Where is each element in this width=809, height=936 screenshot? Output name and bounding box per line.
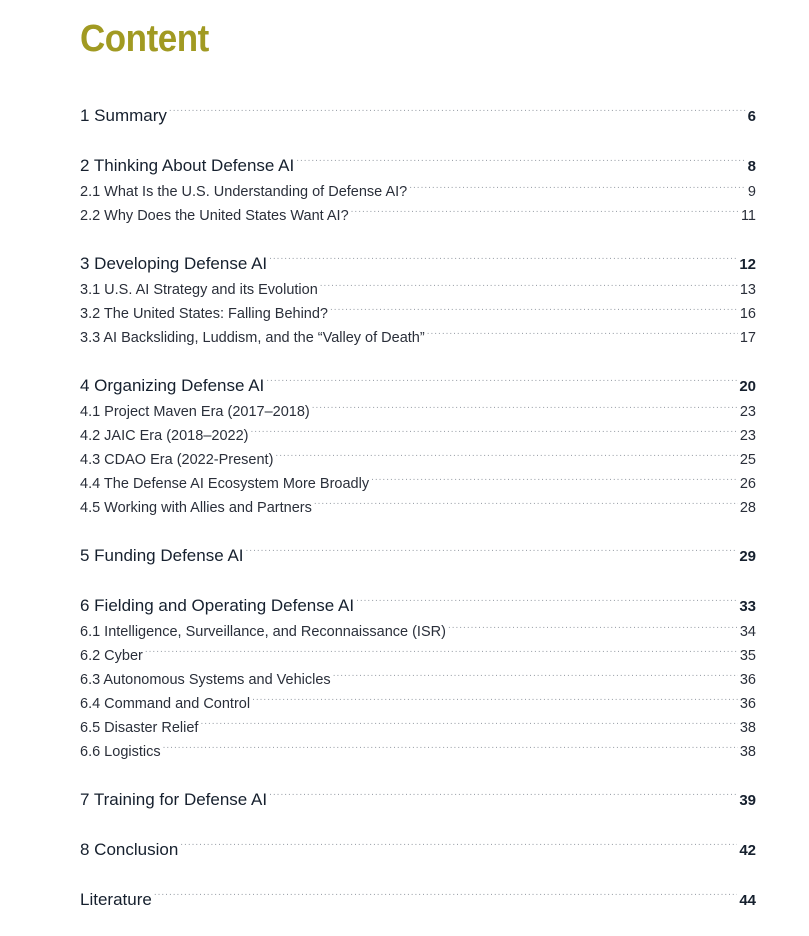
toc-entry-label: 7 Training for Defense AI (80, 790, 268, 809)
toc-section (80, 886, 756, 914)
toc-entry-label: 4.2 JAIC Era (2018–2022) (80, 428, 249, 444)
toc-section (80, 592, 756, 764)
toc-entry-label: 8 Conclusion (80, 840, 179, 859)
toc-entry-label: 3.2 The United States: Falling Behind? (80, 306, 329, 322)
toc-chapter-entry[interactable] (80, 152, 756, 180)
toc-page-number: 33 (739, 598, 756, 615)
toc-chapter-entry[interactable] (80, 592, 756, 620)
dot-leader (330, 304, 738, 319)
toc-page-number: 9 (747, 184, 756, 200)
toc-subsection-entry[interactable] (80, 424, 756, 448)
toc-entry-label: 4.3 CDAO Era (2022-Present) (80, 452, 274, 468)
dot-leader (169, 104, 746, 121)
toc-page-number: 6 (747, 108, 756, 125)
toc-entry-label: 2.1 What Is the U.S. Understanding of Defense AI? (80, 184, 408, 200)
toc-chapter-entry[interactable] (80, 250, 756, 278)
table-of-contents (80, 102, 756, 936)
toc-page-number: 36 (739, 696, 756, 712)
toc-page-number: 34 (739, 624, 756, 640)
toc-page-number: 20 (739, 378, 756, 395)
toc-entry-label: Literature (80, 890, 152, 909)
toc-subsection-entry[interactable] (80, 644, 756, 668)
toc-chapter-entry[interactable] (80, 372, 756, 400)
toc-entry-label: 4.1 Project Maven Era (2017–2018) (80, 404, 310, 420)
toc-section (80, 786, 756, 814)
dot-leader (180, 838, 737, 855)
toc-entry-label: 2.2 Why Does the United States Want AI? (80, 208, 349, 224)
toc-subsection-entry[interactable] (80, 620, 756, 644)
toc-section (80, 372, 756, 520)
dot-leader (427, 328, 738, 343)
toc-entry-label: 6.3 Autonomous Systems and Vehicles (80, 672, 331, 688)
dot-leader (266, 374, 737, 391)
toc-page-number: 8 (747, 158, 756, 175)
dot-leader (351, 206, 739, 221)
toc-entry-label: 2 Thinking About Defense AI (80, 156, 295, 175)
toc-chapter-entry[interactable] (80, 836, 756, 864)
dot-leader (275, 450, 737, 465)
toc-page-number: 26 (739, 476, 756, 492)
toc-entry-label: 1 Summary (80, 106, 167, 125)
toc-page-number: 23 (739, 428, 756, 444)
dot-leader (333, 670, 738, 685)
toc-entry-label: 3.3 AI Backsliding, Luddism, and the “Valley of Death” (80, 330, 425, 346)
toc-section (80, 152, 756, 228)
dot-leader (409, 182, 746, 197)
toc-subsection-entry[interactable] (80, 326, 756, 350)
dot-leader (371, 474, 738, 489)
toc-subsection-entry[interactable] (80, 496, 756, 520)
toc-page-number: 28 (739, 500, 756, 516)
toc-page-number: 38 (739, 720, 756, 736)
toc-subsection-entry[interactable] (80, 204, 756, 228)
toc-chapter-entry[interactable] (80, 786, 756, 814)
dot-leader (200, 718, 737, 733)
toc-page-number: 13 (739, 282, 756, 298)
dot-leader (269, 252, 737, 269)
toc-section (80, 836, 756, 864)
dot-leader (356, 594, 737, 611)
toc-page-number: 44 (739, 892, 756, 909)
dot-leader (296, 154, 745, 171)
toc-entry-label: 6.4 Command and Control (80, 696, 251, 712)
dot-leader (448, 622, 738, 637)
dot-leader (320, 280, 738, 295)
toc-section (80, 542, 756, 570)
dot-leader (250, 426, 737, 441)
dot-leader (314, 498, 738, 513)
dot-leader (154, 888, 737, 905)
toc-page-number: 42 (739, 842, 756, 859)
toc-page-number: 25 (739, 452, 756, 468)
dot-leader (312, 402, 738, 417)
toc-page-number: 12 (739, 256, 756, 273)
toc-page-number: 17 (739, 330, 756, 346)
toc-entry-label: 6.6 Logistics (80, 744, 161, 760)
toc-entry-label: 3.1 U.S. AI Strategy and its Evolution (80, 282, 318, 298)
toc-entry-label: 4.4 The Defense AI Ecosystem More Broadly (80, 476, 370, 492)
toc-subsection-entry[interactable] (80, 180, 756, 204)
toc-subsection-entry[interactable] (80, 668, 756, 692)
toc-chapter-entry[interactable] (80, 102, 756, 130)
toc-entry-label: 6.2 Cyber (80, 648, 143, 664)
toc-section (80, 250, 756, 350)
dot-leader (163, 742, 738, 757)
toc-entry-label: 5 Funding Defense AI (80, 546, 244, 565)
page-title: Content (80, 18, 209, 60)
toc-page-number: 23 (739, 404, 756, 420)
toc-subsection-entry[interactable] (80, 740, 756, 764)
dot-leader (145, 646, 738, 661)
toc-subsection-entry[interactable] (80, 278, 756, 302)
dot-leader (252, 694, 738, 709)
toc-page-number: 38 (739, 744, 756, 760)
toc-entry-label: 4 Organizing Defense AI (80, 376, 265, 395)
toc-entry-label: 6.1 Intelligence, Surveillance, and Reconnaissance (ISR) (80, 624, 446, 640)
toc-section (80, 102, 756, 130)
toc-entry-label: 4.5 Working with Allies and Partners (80, 500, 312, 516)
toc-page-number: 16 (739, 306, 756, 322)
toc-page-number: 39 (739, 792, 756, 809)
toc-entry-label: 6 Fielding and Operating Defense AI (80, 596, 355, 615)
toc-page-number: 36 (739, 672, 756, 688)
toc-page-number: 29 (739, 548, 756, 565)
toc-page-number: 11 (740, 208, 756, 224)
toc-page-number: 35 (739, 648, 756, 664)
toc-chapter-entry[interactable] (80, 542, 756, 570)
toc-chapter-entry[interactable] (80, 886, 756, 914)
dot-leader (269, 788, 737, 805)
toc-subsection-entry[interactable] (80, 448, 756, 472)
toc-subsection-entry[interactable] (80, 472, 756, 496)
toc-subsection-entry[interactable] (80, 716, 756, 740)
toc-subsection-entry[interactable] (80, 692, 756, 716)
toc-subsection-entry[interactable] (80, 400, 756, 424)
dot-leader (246, 544, 738, 561)
toc-subsection-entry[interactable] (80, 302, 756, 326)
toc-entry-label: 3 Developing Defense AI (80, 254, 268, 273)
toc-entry-label: 6.5 Disaster Relief (80, 720, 199, 736)
